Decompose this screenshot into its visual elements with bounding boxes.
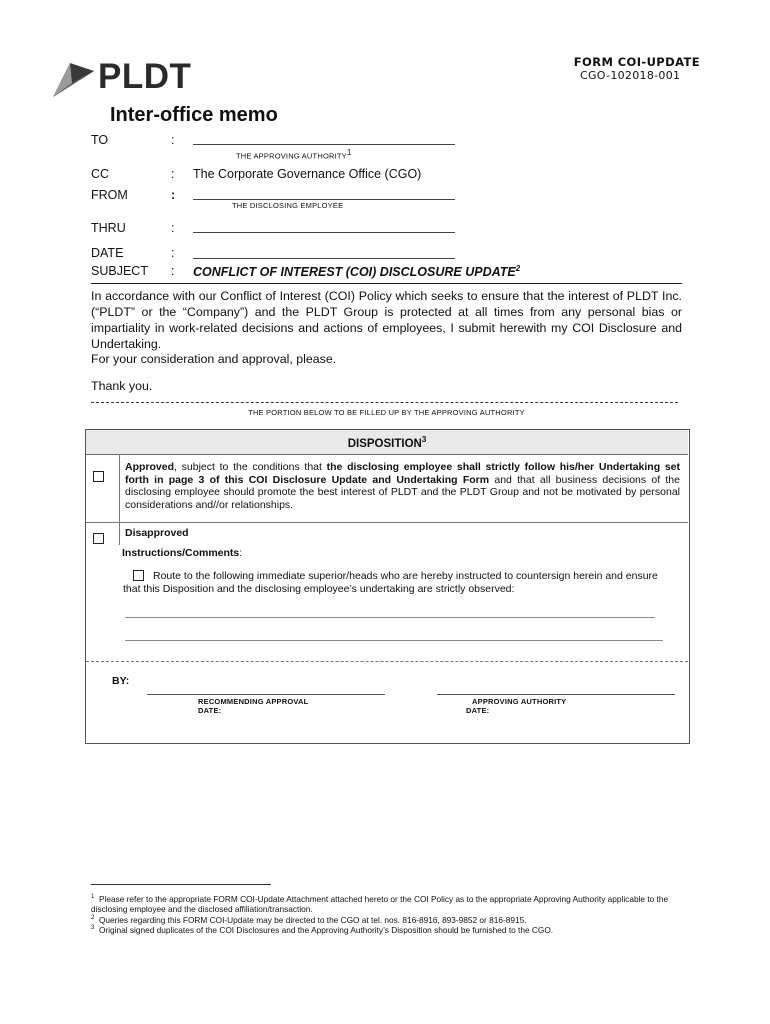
from-colon: : xyxy=(171,188,176,202)
form-reference: CGO-102018-001 xyxy=(580,69,681,82)
footnote-1: $^1$ Please refer to the appropriate FORM COI-Update Attachment attached hereto or the COI Policy as to the appropriate Approving Authority applicable to the disclosing employee and the disclosed affiliation/transaction. xyxy=(91,893,669,915)
subject-label: SUBJECT xyxy=(91,264,148,278)
from-sublabel: THE DISCLOSING EMPLOYEE xyxy=(232,201,344,210)
date-field[interactable] xyxy=(193,258,455,259)
disapproved-checkbox[interactable] xyxy=(93,533,104,544)
comments-line-1[interactable] xyxy=(125,617,655,618)
footnote-3: $^3$ Original signed duplicates of the COI Disclosures and the Approving Authority’s Disposition should be furnished to the CGO. xyxy=(91,924,554,935)
logo-text: PLDT xyxy=(98,57,192,96)
approving-signature-line[interactable] xyxy=(437,694,675,695)
thru-field[interactable] xyxy=(193,232,455,233)
footnote-divider xyxy=(91,884,271,885)
cc-label: CC xyxy=(91,167,110,181)
approved-text: Approved, subject to the conditions that the disclosing employee shall strictly follow his/her Undertaking set forth in page 3 of this COI Disclosure Update and Undertaking Form and that all business decisions of the disclosing employee should promote the best interest of PLDT and the PLDT Group and not be motivated by personal considerations and//or relationships. xyxy=(125,461,681,511)
pldt-logo-mark-icon xyxy=(50,57,96,103)
subject-divider xyxy=(91,283,682,284)
date-colon: : xyxy=(171,246,175,260)
thru-label: THRU xyxy=(91,221,126,235)
subject-colon: : xyxy=(171,264,175,278)
row-divider xyxy=(86,522,688,523)
disposition-header: DISPOSITION$^3$ xyxy=(86,430,688,455)
consideration-text: For your consideration and approval, please. xyxy=(91,352,337,366)
recommending-signature-line[interactable] xyxy=(147,694,385,695)
date-label: DATE xyxy=(91,246,124,260)
to-label: TO xyxy=(91,133,109,147)
subject-value: CONFLICT OF INTEREST (COI) DISCLOSURE UPDATE$^2$ xyxy=(193,264,521,280)
from-field[interactable] xyxy=(193,199,455,200)
from-label: FROM xyxy=(91,188,128,202)
recommending-label: RECOMMENDING APPROVAL xyxy=(198,697,309,706)
form-code: FORM COI-UPDATE xyxy=(573,55,700,69)
to-colon: : xyxy=(171,133,175,147)
instructions-divider xyxy=(86,661,688,662)
by-label: BY: xyxy=(112,675,130,687)
portion-note: THE PORTION BELOW TO BE FILLED UP BY THE APPROVING AUTHORITY xyxy=(248,408,525,417)
recommending-date-label: DATE: xyxy=(198,706,222,715)
cut-line xyxy=(91,402,678,403)
cc-value: The Corporate Governance Office (CGO) xyxy=(193,167,422,181)
approved-checkbox[interactable] xyxy=(93,471,104,482)
instructions-label: Instructions/Comments: xyxy=(122,547,243,559)
pldt-logo xyxy=(50,55,220,103)
memo-title: Inter-office memo xyxy=(110,104,278,126)
thru-colon: : xyxy=(171,221,175,235)
approving-date-label: DATE: xyxy=(466,706,490,715)
to-sublabel: THE APPROVING AUTHORITY1 xyxy=(236,148,352,161)
approving-label: APPROVING AUTHORITY xyxy=(472,697,567,706)
footnote-2: $^2$ Queries regarding this FORM COI-Update may be directed to the CGO at tel. nos. 816-8916, 893-9852 or 816-8915. xyxy=(91,914,527,925)
disapproved-label: Disapproved xyxy=(125,527,189,539)
cc-colon: : xyxy=(171,167,175,181)
to-field[interactable] xyxy=(193,144,455,145)
route-text: Route to the following immediate superior/heads who are hereby instructed to countersign herein and ensure that this Disposition and the disclosing employee’s undertaking are strictly observed: xyxy=(123,570,658,595)
comments-line-2[interactable] xyxy=(125,640,663,641)
intro-paragraph: In accordance with our Conflict of Interest (COI) Policy which seeks to ensure that the interest of PLDT Inc. (“PLDT” or the “Company”) and the PLDT Group is protected at all times from any personal bias or impartiality in work-related decisions and actions of employees, I submit herewith my COI Disclosure and Undertaking. xyxy=(91,289,682,351)
checkbox-column-divider xyxy=(119,454,120,545)
thanks-text: Thank you. xyxy=(91,379,153,393)
